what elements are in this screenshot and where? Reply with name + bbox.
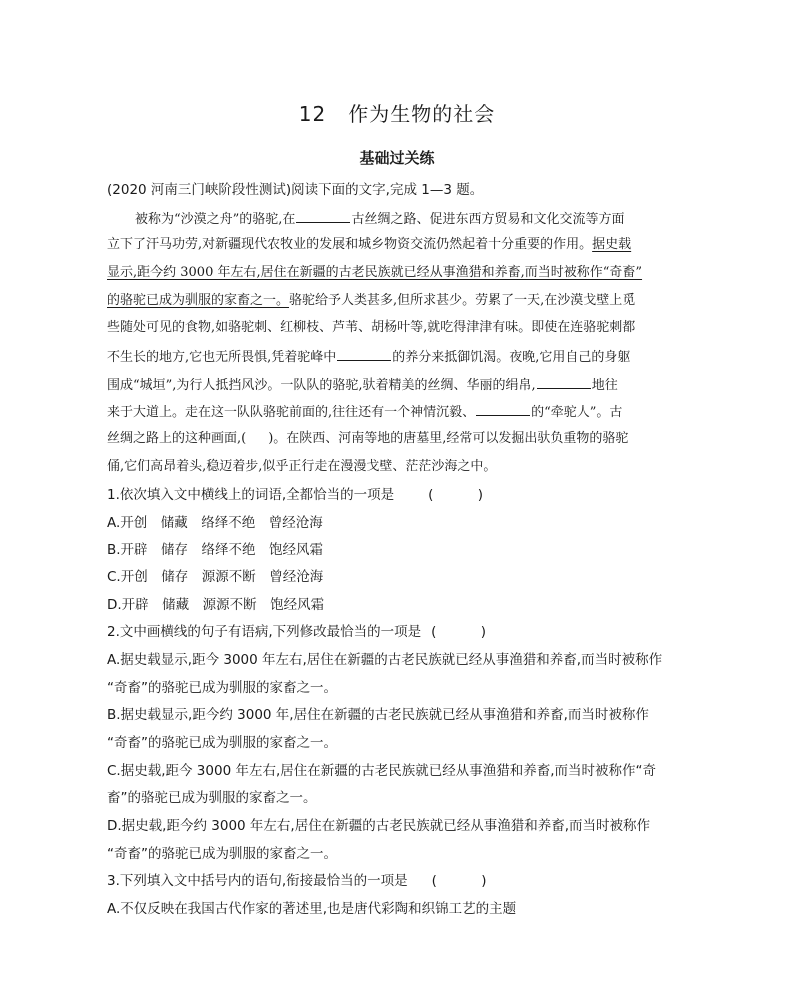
passage-line-9: 丝绸之路上的这种画面,( )。在陕西、河南等地的唐墓里,经常可以发掘出驮负重物的骆驼	[107, 431, 629, 446]
q2-option-b-cont: “奇畜”的骆驼已成为驯服的家畜之一。	[107, 735, 337, 751]
question-1-stem: 1.依次填入文中横线上的词语,全都恰当的一项是 ( )	[107, 487, 503, 503]
q1-option-c[interactable]: C.开创 储存 源源不断 曾经沧海	[107, 569, 324, 585]
passage-line-10: 俑,它们高昂着头,稳迈着步,似乎正行走在漫漫戈壁、茫茫沙海之中。	[107, 459, 497, 474]
q2-option-c[interactable]: C.据史载,距今 3000 年左右,居住在新疆的古老民族就已经从事渔猎和养畜,而当时被称作“奇	[107, 763, 657, 779]
answer-paren[interactable]: ( )	[428, 487, 503, 503]
question-3-stem: 3.下列填入文中括号内的语句,衔接最恰当的一项是 ( )	[107, 873, 507, 889]
passage-line-7: 围成“城垣”,为行人抵挡风沙。一队队的骆驼,驮着精美的丝绸、华丽的绢帛, 地往	[107, 375, 618, 395]
underlined-sentence: 的骆驼已成为驯服的家畜之一。	[107, 293, 290, 308]
q2-option-d-cont: “奇畜”的骆驼已成为驯服的家畜之一。	[107, 846, 337, 862]
fill-blank-3[interactable]	[537, 375, 591, 389]
passage-line-2: 立下了汗马功劳,对新疆现代农牧业的发展和城乡物资交流仍然起着十分重要的作用。据史载	[107, 237, 632, 252]
underlined-sentence: 显示,距今约 3000 年左右,居住在新疆的古老民族就已经从事渔猎和养畜,而当时被称作“奇畜”	[107, 265, 643, 280]
answer-paren[interactable]: ( )	[431, 873, 507, 889]
q2-option-a-cont: “奇畜”的骆驼已成为驯服的家畜之一。	[107, 680, 337, 696]
q2-option-c-cont: 畜”的骆驼已成为驯服的家畜之一。	[107, 790, 317, 806]
lesson-title	[0, 98, 794, 127]
section-title: 基础过关练	[359, 149, 435, 167]
q1-option-b[interactable]: B.开辟 储存 络绎不绝 饱经风霜	[107, 542, 324, 558]
q2-option-b[interactable]: B.据史载显示,距今约 3000 年,居住在新疆的古老民族就已经从事渔猎和养畜,而当时被称作	[107, 707, 649, 723]
q1-option-a[interactable]: A.开创 储藏 络绎不绝 曾经沧海	[107, 515, 323, 531]
fill-blank-2[interactable]	[337, 347, 391, 361]
q2-option-d[interactable]: D.据史载,距今约 3000 年左右,居住在新疆的古老民族就已经从事渔猎和养畜,而当时被称作	[107, 818, 650, 834]
reading-intro: (2020 河南三门峡阶段性测试)阅读下面的文字,完成 1—3 题。	[107, 182, 484, 198]
fill-blank-4[interactable]	[476, 402, 530, 416]
passage-line-1: 被称为“沙漠之舟”的骆驼,在 古丝绸之路、促进东西方贸易和文化交流等方面	[135, 209, 624, 229]
question-2-stem: 2.文中画横线的句子有语病,下列修改最恰当的一项是 ( )	[107, 624, 506, 640]
answer-paren[interactable]: ( )	[431, 624, 506, 640]
q2-option-a[interactable]: A.据史载显示,距今 3000 年左右,居住在新疆的古老民族就已经从事渔猎和养畜,而当时被称作	[107, 652, 663, 668]
q3-option-a[interactable]: A.不仅反映在我国古代作家的著述里,也是唐代彩陶和织锦工艺的主题	[107, 901, 517, 917]
passage-line-3	[107, 264, 642, 282]
lesson-number: 12	[298, 102, 327, 126]
passage-line-8: 来于大道上。走在这一队队骆驼前面的,往往还有一个神情沉毅、 的“牵驼人”。古	[107, 402, 622, 422]
underlined-sentence: 据史载	[592, 237, 632, 252]
lesson-title-text: 作为生物的社会	[348, 102, 496, 126]
passage-line-4: 的骆驼已成为驯服的家畜之一。骆驼给予人类甚多,但所求甚少。劳累了一天,在沙漠戈壁上觅	[107, 293, 636, 308]
passage-line-6: 不生长的地方,它也无所畏惧,凭着驼峰中 的养分来抵御饥渴。夜晚,它用自己的身躯	[107, 347, 630, 367]
q1-option-d[interactable]: D.开辟 储藏 源源不断 饱经风霜	[107, 597, 325, 613]
passage-line-5: 些随处可见的食物,如骆驼刺、红柳枝、芦苇、胡杨叶等,就吃得津津有味。即使在连骆驼刺都	[107, 320, 636, 335]
fill-blank-1[interactable]	[296, 209, 350, 223]
